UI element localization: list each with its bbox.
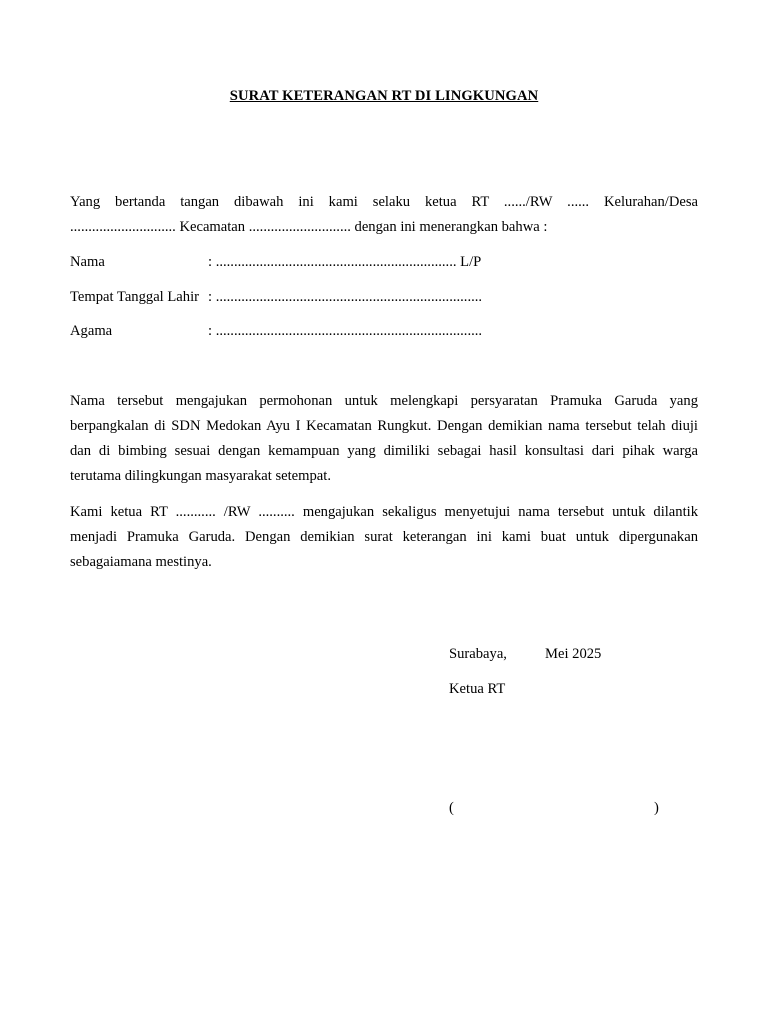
field-ttl-label: Tempat Tanggal Lahir bbox=[70, 289, 199, 305]
document-title: SURAT KETERANGAN RT DI LINGKUNGAN bbox=[229, 88, 539, 104]
p2-line-1: Kami ketua RT ........... /RW .......... mengajukan sekaligus menyetujui nama tersebut untuk dilantik bbox=[70, 504, 698, 520]
p2-line-3: sebagaiamana mestinya. bbox=[70, 554, 212, 570]
p1-line-3: dan di bimbing sesuai dengan kemampuan yang dimiliki sebagai hasil konsultasi dari pihak warga bbox=[70, 443, 698, 459]
signature-date: Mei 2025 bbox=[545, 646, 602, 662]
p1-line-1: Nama tersebut mengajukan permohonan untuk melengkapi persyaratan Pramuka Garuda yang bbox=[70, 393, 698, 409]
field-agama bbox=[70, 321, 482, 341]
field-ttl-value: : ......................................................................... bbox=[208, 289, 483, 305]
body-paragraph-2 bbox=[70, 500, 698, 575]
field-nama-value: : .................................................................. L/P bbox=[208, 254, 482, 270]
field-ttl bbox=[70, 287, 482, 307]
intro-line-2: ............................. Kecamatan ............................ dengan ini menerangkan bahwa : bbox=[70, 219, 548, 235]
signature-role: Ketua RT bbox=[449, 681, 506, 697]
field-nama bbox=[70, 252, 481, 272]
signature-city: Surabaya, bbox=[449, 646, 507, 662]
field-nama-label: Nama bbox=[70, 254, 105, 270]
signature-paren-close: ) bbox=[654, 800, 659, 816]
signature-paren-open: ( bbox=[449, 800, 454, 816]
intro-paragraph bbox=[70, 190, 698, 240]
p1-line-2: berpangkalan di SDN Medokan Ayu I Kecamatan Rungkut. Dengan demikian nama tersebut telah diuji bbox=[70, 418, 698, 434]
field-agama-value: : ......................................................................... bbox=[208, 323, 483, 339]
p2-line-2: menjadi Pramuka Garuda. Dengan demikian surat keterangan ini kami buat untuk dipergunakan bbox=[70, 529, 698, 545]
intro-line-1: Yang bertanda tangan dibawah ini kami selaku ketua RT ....../RW ...... Kelurahan/Desa bbox=[70, 194, 698, 210]
p1-line-4: terutama dilingkungan masyarakat setempat. bbox=[70, 468, 331, 484]
field-agama-label: Agama bbox=[70, 323, 113, 339]
body-paragraph-1 bbox=[70, 389, 698, 489]
